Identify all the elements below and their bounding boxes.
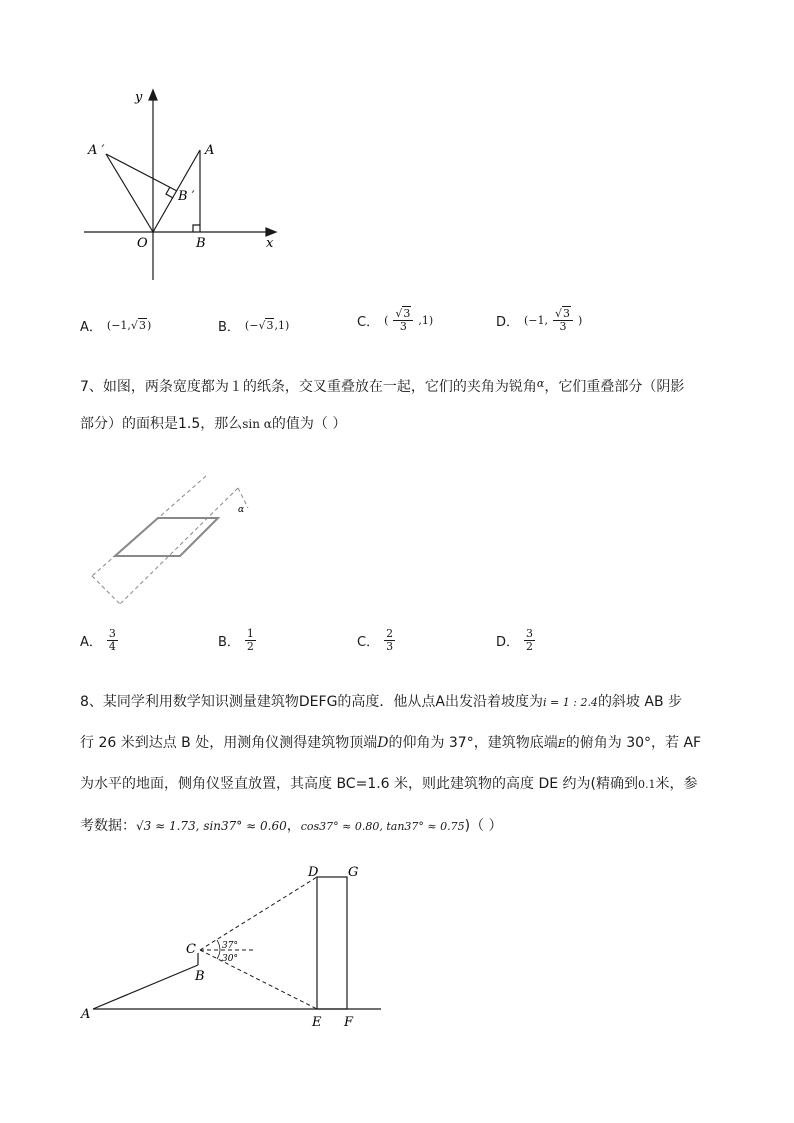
label-B: B	[195, 969, 205, 984]
q8-line-4: 考数据：√3 ≈ 1.73, sin37° ≈ 0.60，cos37° ≈ 0.80, tan37° ≈ 0.75)（ ）	[80, 818, 503, 834]
label-x: x	[266, 236, 274, 251]
label-A: A	[205, 143, 215, 158]
building-measurement-figure	[76, 860, 396, 1035]
overlap-region	[115, 518, 218, 556]
x-axis-arrow	[266, 228, 276, 236]
figure-alpha-label: α	[238, 505, 245, 515]
angle-37: 37°	[222, 941, 238, 951]
q6-option-c[interactable]: C． ( $\frac{√3}{3}$ ,1)	[357, 307, 434, 333]
q6-option-b[interactable]: B． (−√3,1)	[218, 319, 290, 335]
y-axis-arrow	[149, 90, 157, 100]
sight-line-CD	[200, 877, 317, 950]
q7-option-c[interactable]: C． $\frac{2}{3}$	[357, 627, 394, 653]
q6-option-d[interactable]: D． (−1, $\frac{√3}{3}$ )	[496, 307, 583, 333]
label-y: y	[135, 90, 143, 105]
label-F: F	[344, 1015, 354, 1030]
label-B: B	[196, 236, 206, 251]
label-C: C	[186, 942, 196, 957]
building-DEFG	[317, 877, 347, 1009]
paper-strips-figure	[88, 468, 258, 610]
right-angle-B	[193, 225, 200, 232]
q7-option-b[interactable]: B． $\frac{1}{2}$	[218, 627, 254, 653]
q8-line-3: 为水平的地面，侧角仪竖直放置，其高度 BC=1.6 米，则此建筑物的高度 DE 约为(精确到0.1米，参	[80, 776, 698, 792]
coordinate-figure	[78, 84, 288, 289]
q7-line-2: 部分）的面积是1.5，那么sin α的值为（ ）	[80, 416, 347, 432]
q8-line-1: 8、某同学利用数学知识测量建筑物DEFG的高度．他从点A出发沿着坡度为i = 1 : 2.4的斜坡 AB 步	[80, 694, 683, 710]
label-D: D	[308, 865, 319, 880]
q7-line-1: 7、如图，两条宽度都为１的纸条，交叉重叠放在一起，它们的夹角为锐角$^\alpha$，它们重叠部分（阴影	[80, 377, 685, 395]
label-A: A	[81, 1007, 91, 1022]
label-B-prime: B ′	[178, 189, 195, 204]
label-O: O	[137, 236, 148, 251]
q8-line-2: 行 26 米到达点 B 处，用测角仪测得建筑物顶端D的仰角为 37°，建筑物底端E的俯角为 30°，若 AF	[80, 735, 702, 751]
q7-option-a[interactable]: A． $\frac{3}{4}$	[80, 627, 116, 653]
label-E: E	[312, 1015, 322, 1030]
angle-30: 30°	[222, 954, 238, 964]
slope-AB	[93, 965, 198, 1009]
q6-option-a[interactable]: A． (−1,√3)	[80, 319, 152, 335]
label-A-prime: A ′	[88, 143, 105, 158]
q7-option-d[interactable]: D． $\frac{3}{2}$	[496, 627, 534, 653]
label-G: G	[348, 865, 359, 880]
